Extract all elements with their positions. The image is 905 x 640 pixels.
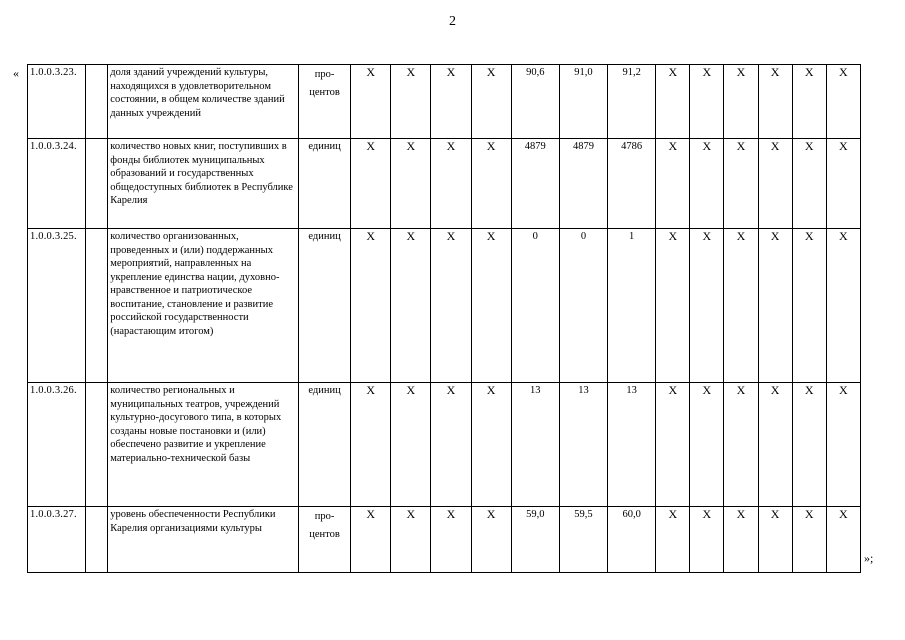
value-cell: 59,5 bbox=[559, 507, 607, 573]
value-cell-x: Х bbox=[391, 65, 431, 139]
value-cell-x: Х bbox=[690, 507, 724, 573]
value-cell-x: Х bbox=[758, 507, 792, 573]
value-cell-x: Х bbox=[826, 507, 860, 573]
value-cell-x: Х bbox=[656, 507, 690, 573]
value-cell-x: Х bbox=[391, 139, 431, 229]
value-cell-x: Х bbox=[724, 65, 758, 139]
value-cell-x: Х bbox=[431, 139, 471, 229]
value-cell-x: Х bbox=[826, 65, 860, 139]
value-cell-x: Х bbox=[690, 139, 724, 229]
value-cell-x: Х bbox=[758, 139, 792, 229]
indicator-code: 1.0.0.3.26. bbox=[28, 383, 86, 507]
empty-cell bbox=[86, 139, 108, 229]
value-cell: 4786 bbox=[608, 139, 656, 229]
value-cell-x: Х bbox=[792, 383, 826, 507]
value-cell-x: Х bbox=[351, 507, 391, 573]
table-row bbox=[28, 507, 861, 573]
value-cell-x: Х bbox=[690, 65, 724, 139]
value-cell-x: Х bbox=[471, 65, 511, 139]
indicator-code: 1.0.0.3.25. bbox=[28, 229, 86, 383]
value-cell: 90,6 bbox=[511, 65, 559, 139]
value-cell-x: Х bbox=[431, 229, 471, 383]
value-cell-x: Х bbox=[656, 229, 690, 383]
value-cell-x: Х bbox=[391, 507, 431, 573]
value-cell-x: Х bbox=[826, 139, 860, 229]
table-row bbox=[28, 229, 861, 383]
value-cell-x: Х bbox=[431, 65, 471, 139]
value-cell-x: Х bbox=[758, 229, 792, 383]
empty-cell bbox=[86, 383, 108, 507]
value-cell-x: Х bbox=[826, 229, 860, 383]
opening-quote: « bbox=[13, 66, 19, 80]
unit-of-measure: единиц bbox=[298, 383, 350, 507]
value-cell-x: Х bbox=[792, 65, 826, 139]
value-cell-x: Х bbox=[431, 507, 471, 573]
value-cell: 13 bbox=[608, 383, 656, 507]
closing-quote: »; bbox=[864, 551, 874, 565]
value-cell: 4879 bbox=[511, 139, 559, 229]
value-cell-x: Х bbox=[431, 383, 471, 507]
value-cell-x: Х bbox=[724, 383, 758, 507]
value-cell-x: Х bbox=[471, 229, 511, 383]
value-cell-x: Х bbox=[792, 507, 826, 573]
value-cell-x: Х bbox=[471, 139, 511, 229]
value-cell: 91,0 bbox=[559, 65, 607, 139]
value-cell-x: Х bbox=[724, 229, 758, 383]
value-cell: 91,2 bbox=[608, 65, 656, 139]
table-row bbox=[28, 383, 861, 507]
value-cell-x: Х bbox=[792, 229, 826, 383]
indicator-name: количество региональных и муниципальных театров, учреждений культурно-досугового типа, в которых созданы новые постановки и (или) обеспечено развитие и укрепление материально-технической базы bbox=[108, 383, 299, 507]
page-number: 2 bbox=[449, 14, 456, 29]
value-cell-x: Х bbox=[826, 383, 860, 507]
indicators-table bbox=[27, 64, 861, 573]
value-cell-x: Х bbox=[656, 383, 690, 507]
value-cell: 0 bbox=[511, 229, 559, 383]
value-cell: 0 bbox=[559, 229, 607, 383]
unit-of-measure: единиц bbox=[298, 229, 350, 383]
value-cell-x: Х bbox=[656, 65, 690, 139]
value-cell-x: Х bbox=[792, 139, 826, 229]
unit-of-measure: про- центов bbox=[298, 507, 350, 573]
indicator-code: 1.0.0.3.27. bbox=[28, 507, 86, 573]
value-cell: 60,0 bbox=[608, 507, 656, 573]
unit-of-measure: единиц bbox=[298, 139, 350, 229]
value-cell-x: Х bbox=[656, 139, 690, 229]
empty-cell bbox=[86, 65, 108, 139]
value-cell-x: Х bbox=[351, 139, 391, 229]
table-row bbox=[28, 139, 861, 229]
indicator-name: количество организованных, проведенных и (или) поддержанных мероприятий, направленных на укрепление единства нации, духовно-нравственное и патриотическое воспитание, становление и развитие российской государственности (нарастающим итогом) bbox=[108, 229, 299, 383]
value-cell-x: Х bbox=[471, 507, 511, 573]
indicator-code: 1.0.0.3.23. bbox=[28, 65, 86, 139]
table-row bbox=[28, 65, 861, 139]
value-cell: 13 bbox=[511, 383, 559, 507]
indicator-name: доля зданий учреждений культуры, находящихся в удовлетворительном состоянии, в общем количестве зданий данных учреждений bbox=[108, 65, 299, 139]
value-cell-x: Х bbox=[391, 383, 431, 507]
indicator-name: количество новых книг, поступивших в фонды библиотек муниципальных образований и государственных общедоступных библиотек в Республике Карелия bbox=[108, 139, 299, 229]
indicator-name: уровень обеспеченности Республики Карелия организациями культуры bbox=[108, 507, 299, 573]
value-cell-x: Х bbox=[758, 65, 792, 139]
value-cell-x: Х bbox=[351, 383, 391, 507]
value-cell: 4879 bbox=[559, 139, 607, 229]
empty-cell bbox=[86, 507, 108, 573]
value-cell-x: Х bbox=[724, 507, 758, 573]
indicator-code: 1.0.0.3.24. bbox=[28, 139, 86, 229]
value-cell-x: Х bbox=[351, 229, 391, 383]
value-cell-x: Х bbox=[471, 383, 511, 507]
value-cell-x: Х bbox=[690, 229, 724, 383]
unit-of-measure: про- центов bbox=[298, 65, 350, 139]
value-cell: 1 bbox=[608, 229, 656, 383]
value-cell: 13 bbox=[559, 383, 607, 507]
value-cell-x: Х bbox=[391, 229, 431, 383]
value-cell: 59,0 bbox=[511, 507, 559, 573]
value-cell-x: Х bbox=[351, 65, 391, 139]
value-cell-x: Х bbox=[724, 139, 758, 229]
empty-cell bbox=[86, 229, 108, 383]
value-cell-x: Х bbox=[758, 383, 792, 507]
value-cell-x: Х bbox=[690, 383, 724, 507]
